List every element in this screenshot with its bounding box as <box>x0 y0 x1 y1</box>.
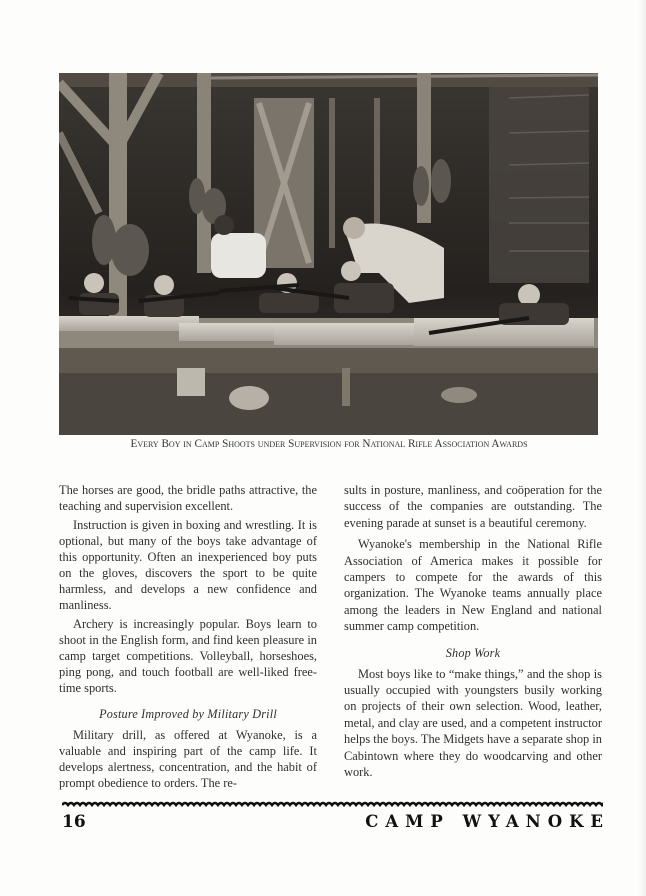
section-heading-military-drill: Posture Improved by Military Drill <box>99 707 277 721</box>
paragraph-military-drill: Military drill, as offered at Wyanoke, is a valuable and inspiring part of the camp life. It develops alertness, concentration, and the habit of prompt obedience to orders. The re- <box>59 728 317 790</box>
paragraph-drill-results: sults in posture, manliness, and coöperation for the success of the companies are outstanding. The evening parade at sunset is a beautiful ceremony. <box>344 483 602 530</box>
paragraph-nra-membership: Wyanoke's membership in the National Rifle Association of America makes it possible for campers to compete for the awards of this organization. The Wyanoke teams annually place among the leaders in New England and national summer camp competition. <box>344 537 602 634</box>
page-edge <box>638 0 646 896</box>
rifle-range-photo <box>59 73 598 435</box>
paragraph-archery: Archery is increasingly popular. Boys learn to shoot in the English form, and find keen pleasure in camp target competitions. Volleyball, horseshoes, ping pong, and touch football are well-liked free-time sports. <box>59 617 317 695</box>
page-number: 16 <box>62 812 86 832</box>
footer <box>62 811 610 835</box>
wavy-divider <box>62 800 603 810</box>
paragraph-boxing: Instruction is given in boxing and wrestling. It is optional, but many of the boys take advantage of this opportunity. Often an inexperienced boy puts on the gloves, discovers the sport to be quite harmless, and develops a new confidence and manliness. <box>59 518 317 612</box>
right-column <box>344 482 602 786</box>
publication-title: CAMP WYANOKE <box>365 812 610 831</box>
photo-caption: Every Boy in Camp Shoots under Supervision for National Rifle Association Awards <box>130 438 528 450</box>
left-column <box>59 482 317 794</box>
paragraph-shop-work: Most boys like to “make things,” and the shop is usually occupied with youngsters busily working on projects of their own selection. Wood, leather, metal, and clay are used, and a competent instructor helps the boys. The Midgets have a separate shop in Cabintown where they do woodcarving and other work. <box>344 666 602 780</box>
paragraph-horses: The horses are good, the bridle paths attractive, the teaching and supervision excellent. <box>59 483 317 513</box>
section-heading-shop-work: Shop Work <box>445 645 501 660</box>
